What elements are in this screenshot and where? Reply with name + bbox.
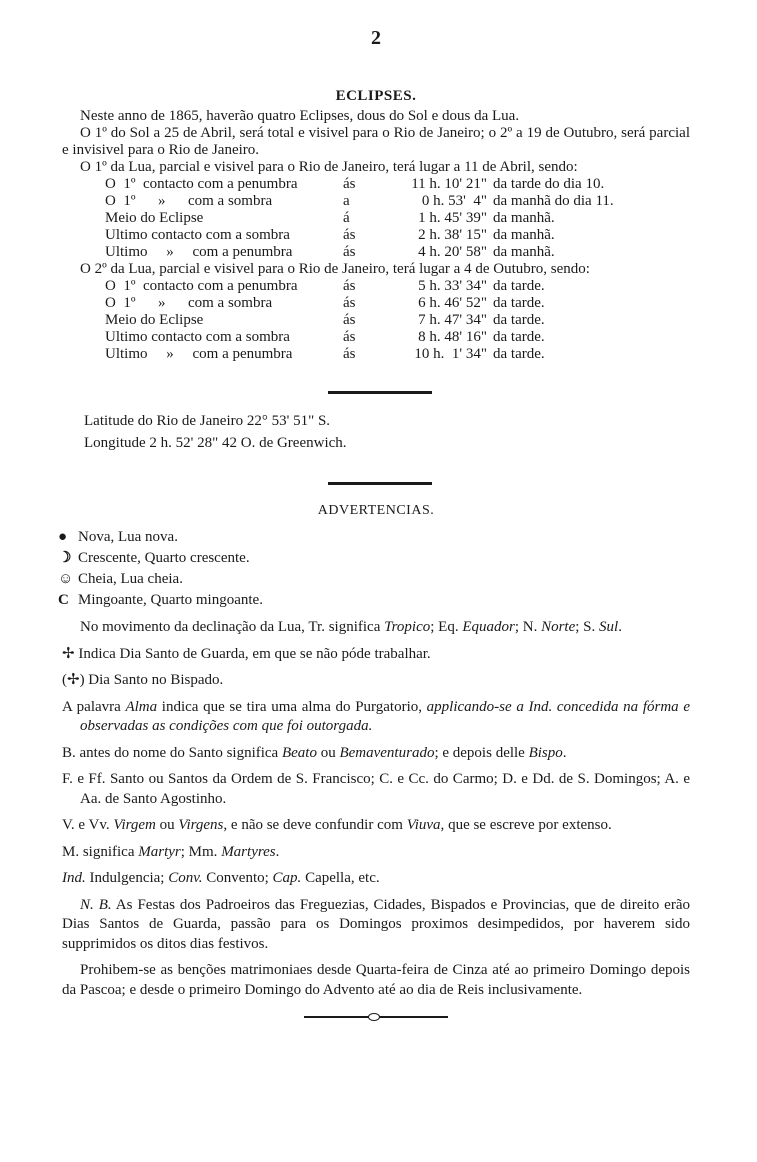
time-of-day: da manhã. (493, 227, 555, 243)
text-segment: Prohibem-se as benções matrimoniaes desde Quarta-feira de Cinza até ao primeiro Domingo depois da Pascoa; e desde o primeiro Domingo do Advento até ao dia de Reis inclusivamente. (62, 962, 690, 998)
text-segment: ou (155, 817, 179, 833)
time-preposition: ás (343, 244, 356, 260)
text-segment: applicando-se a Ind. concedida na fórma e observadas as condições com que foi outorgada. (80, 698, 691, 734)
text-segment: Virgens (178, 817, 224, 833)
moon-phase-item (58, 590, 690, 611)
text-segment: indica que se tira uma alma do Purgatorio, (157, 698, 427, 715)
eclipse-row (105, 193, 690, 210)
page-number: 2 (371, 27, 381, 49)
text-segment: ✢ Indica Dia Santo de Guarda, em que se não póde trabalhar. (62, 645, 431, 662)
eclipse-row (105, 210, 690, 227)
text-segment: , e não se deve confundir com (223, 817, 407, 833)
text-segment: N. B. (80, 896, 112, 913)
moon-phase-label: Crescente, Quarto crescente. (78, 550, 250, 566)
eclipse-phase-label: O 1º » com a sombra (105, 295, 273, 311)
eclipse-time: 5 h. 33' 34" (418, 278, 487, 294)
moon-phase-label: Nova, Lua nova. (78, 529, 178, 545)
new-moon-icon: ● (58, 529, 68, 545)
text-segment: Conv. (168, 870, 203, 886)
text-segment: ou (316, 744, 340, 761)
eclipse-row (105, 244, 690, 261)
text-segment: F. e Ff. Santo ou Santos da Ordem de S. Francisco; C. e Cc. do Carmo; D. e Dd. de S. Domingos; A. e Aa. de Santo Agostinho. (62, 771, 690, 807)
advertencia-note (62, 618, 690, 638)
eclipse-row (105, 278, 690, 295)
time-of-day: da tarde. (493, 278, 545, 294)
eclipse-phase-label: O 1º » com a sombra (105, 193, 273, 209)
first-lunar-eclipse-table (105, 176, 690, 261)
ornament-divider (304, 1016, 448, 1018)
text-segment: Bemaventurado (339, 744, 435, 761)
text-segment: ; Mm. (180, 843, 222, 860)
eclipse-time: 7 h. 47' 34" (418, 312, 487, 328)
eclipses-intro-3 (62, 159, 690, 176)
text-segment: Equador (462, 619, 515, 635)
eclipse-time: 4 h. 20' 58" (418, 244, 487, 260)
advertencia-note (62, 698, 690, 737)
text-segment: Cap. (272, 870, 302, 886)
text-segment: Martyr (138, 843, 181, 860)
divider-rule (328, 391, 432, 394)
text-segment: Beato (281, 744, 317, 761)
eclipse-phase-label: O 1º contacto com a penumbra (105, 278, 298, 294)
time-of-day: da tarde. (493, 312, 545, 328)
text-segment: Virgem (113, 817, 156, 833)
eclipse-phase-label: Ultimo » com a penumbra (105, 346, 293, 362)
time-of-day: da manhã. (493, 244, 555, 260)
time-of-day: da manhã. (493, 210, 555, 226)
text-segment: As Festas dos Padroeiros das Freguezias, Cidades, Bispados e Provincias, que de direito erão Dias Santos de Guarda, passão para os Domingos proximos desimpedidos, por haverem sido supprimidos os ditos dias festivos. (62, 896, 690, 952)
text-segment: O 2º da Lua, parcial e visivel para o Rio de Janeiro, terá lugar a 4 de Outubro, sendo: (80, 261, 590, 277)
time-preposition: á (343, 210, 350, 226)
moon-phase-label: Mingoante, Quarto mingoante. (78, 592, 263, 608)
text-segment: Viuva, (406, 817, 445, 833)
advertencia-note (62, 869, 690, 889)
advertencia-note (62, 896, 690, 955)
text-segment: V. e Vv. (62, 817, 114, 833)
text-segment: M. significa (62, 843, 139, 860)
time-preposition: ás (343, 329, 356, 345)
time-preposition: ás (343, 278, 356, 294)
divider-rule (328, 482, 432, 485)
text-segment: ; Eq. (430, 619, 463, 635)
time-of-day: da tarde. (493, 295, 545, 311)
text-segment: O 1º do Sol a 25 de Abril, será total e visivel para o Rio de Janeiro; o 2º a 19 de Outubro, será parcial e invisivel para o Rio de Janeiro. (62, 125, 690, 158)
eclipses-intro-1 (62, 108, 690, 125)
text-segment: No movimento da declinação da Lua, Tr. significa (80, 619, 385, 635)
time-of-day: da tarde do dia 10. (493, 176, 605, 192)
text-segment: Indulgencia; (85, 870, 169, 886)
text-segment: Norte (541, 619, 576, 635)
text-segment: ; e depois delle (434, 744, 529, 761)
eclipse-time: 0 h. 53' 4" (421, 193, 487, 209)
eclipse-phase-label: Ultimo contacto com a sombra (105, 227, 290, 243)
advertencia-note (62, 645, 690, 665)
time-of-day: da manhã do dia 11. (493, 193, 614, 209)
time-preposition: ás (343, 176, 356, 192)
text-segment: Sul (599, 619, 619, 635)
time-of-day: da tarde. (493, 346, 545, 362)
eclipse-row (105, 346, 690, 363)
text-segment: que se escreve por extenso. (444, 817, 612, 833)
text-segment: . (562, 744, 567, 761)
advertencias-notes (62, 618, 690, 1000)
second-lunar-eclipse-table (105, 278, 690, 363)
text-segment: B. antes do nome do Santo significa (62, 744, 282, 761)
last-quarter-icon: C (58, 592, 69, 608)
eclipse-row (105, 176, 690, 193)
eclipse-phase-label: Meio do Eclipse (105, 210, 204, 226)
advertencia-note (62, 961, 690, 1000)
time-preposition: ás (343, 295, 356, 311)
eclipses-intro-2 (62, 125, 690, 159)
eclipse-time: 10 h. 1' 34" (414, 346, 487, 362)
advertencia-note (62, 770, 690, 809)
latitude: Latitude do Rio de Janeiro 22° 53' 51" S. (84, 413, 331, 429)
moon-phase-item (58, 569, 690, 590)
eclipse-phase-label: Ultimo » com a penumbra (105, 244, 293, 260)
advertencia-note (62, 671, 690, 691)
text-segment: . (618, 619, 622, 635)
advertencia-note (62, 843, 690, 863)
moon-phase-item (58, 527, 690, 548)
eclipse-time: 1 h. 45' 39" (418, 210, 487, 226)
eclipse-row (105, 329, 690, 346)
text-segment: Convento; (202, 870, 273, 886)
moon-phase-item (58, 548, 690, 569)
eclipse-row (105, 295, 690, 312)
text-segment: Neste anno de 1865, haverão quatro Eclipses, dous do Sol e dous da Lua. (80, 108, 520, 124)
time-preposition: ás (343, 312, 356, 328)
time-of-day: da tarde. (493, 329, 545, 345)
text-segment: Bispo (528, 744, 563, 761)
longitude: Longitude 2 h. 52' 28" 42 O. de Greenwich. (84, 435, 347, 451)
eclipse-phase-label: Ultimo contacto com a sombra (105, 329, 290, 345)
full-moon-icon: ☺ (58, 571, 74, 587)
time-preposition: a (343, 193, 350, 209)
section-title-eclipses: ECLIPSES. (335, 88, 417, 104)
eclipse-time: 2 h. 38' 15" (418, 227, 487, 243)
first-quarter-icon: ☽ (58, 550, 72, 566)
text-segment: ; N. (514, 619, 542, 635)
text-segment: Tropico (384, 619, 431, 635)
eclipse-time: 8 h. 48' 16" (418, 329, 487, 345)
text-segment: Martyres (221, 843, 276, 860)
eclipse-phase-label: Meio do Eclipse (105, 312, 204, 328)
second-lunar-intro (62, 261, 690, 278)
time-preposition: ás (343, 346, 356, 362)
text-segment: O 1º da Lua, parcial e visivel para o Rio de Janeiro, terá lugar a 11 de Abril, sendo: (80, 159, 578, 175)
text-segment: (✢) Dia Santo no Bispado. (62, 672, 224, 688)
time-preposition: ás (343, 227, 356, 243)
eclipse-phase-label: O 1º contacto com a penumbra (105, 176, 298, 192)
text-segment: Alma (125, 698, 158, 715)
eclipse-row (105, 227, 690, 244)
eclipse-row (105, 312, 690, 329)
text-segment: A palavra (62, 698, 126, 715)
advertencia-note (62, 744, 690, 764)
moon-phase-legend (58, 527, 690, 611)
text-segment: Capella, etc. (301, 870, 380, 886)
advertencia-note (62, 816, 690, 836)
text-segment: ; S. (575, 619, 600, 635)
text-segment: . (275, 843, 280, 860)
text-segment: Ind. (62, 870, 86, 886)
eclipse-time: 11 h. 10' 21" (411, 176, 487, 192)
moon-phase-label: Cheia, Lua cheia. (78, 571, 183, 587)
section-title-advertencias: ADVERTENCIAS. (317, 503, 435, 518)
eclipse-time: 6 h. 46' 52" (418, 295, 487, 311)
